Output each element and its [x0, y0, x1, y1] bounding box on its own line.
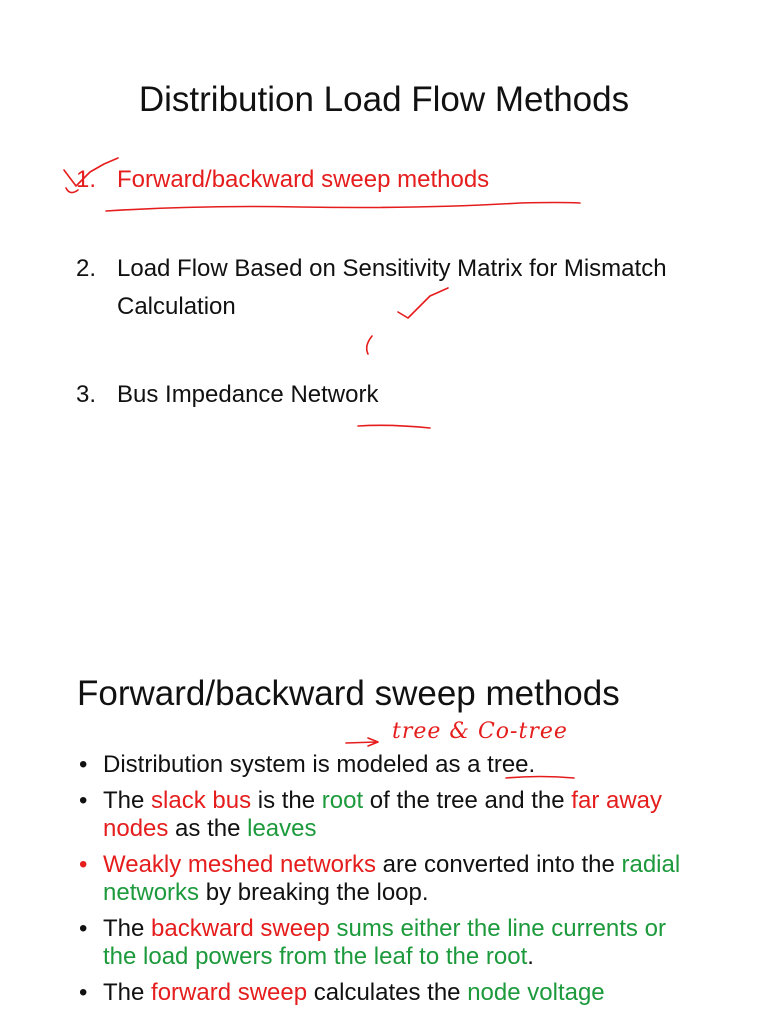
list-item-3: [76, 376, 716, 414]
bullet-text: as the: [168, 815, 248, 842]
highlight-green: node voltage: [467, 979, 605, 1006]
highlight-green: radial networks: [103, 851, 681, 906]
bullet-dot-icon: •: [79, 979, 88, 1006]
bullet-text-underlined: a tree: [467, 751, 529, 778]
scribble-ink-icon: [367, 336, 372, 354]
bullet-text: The: [103, 915, 152, 942]
list-text: Forward/backward sweep methods: [117, 166, 490, 193]
list-text: Load Flow Based on Sensitivity Matrix for Mismatch Calculation: [117, 255, 667, 320]
bullet-text: .: [527, 943, 534, 970]
bullet-text: Distribution system is modeled as: [103, 751, 468, 778]
list-item-2: [76, 250, 716, 326]
underline-ink: [106, 203, 580, 212]
list-text: Bus Impedance Network: [117, 381, 379, 408]
bullet-dot-icon: •: [79, 751, 88, 778]
highlight-green: sums either the line currents or the load powers from the leaf to the root: [103, 915, 666, 970]
list-item-1: [76, 161, 716, 199]
bullet-item-2: [76, 787, 696, 843]
highlight-green: leaves: [247, 815, 317, 842]
highlight-green: root: [321, 787, 364, 814]
bullet-text: of the tree and the: [363, 787, 572, 814]
bullet-item-5: [76, 979, 696, 1007]
bullet-list: [76, 751, 696, 1015]
highlight-red: backward sweep: [151, 915, 330, 942]
bullet-text: is the: [251, 787, 322, 814]
highlight-red: slack bus: [151, 787, 252, 814]
bullet-item-3: [76, 851, 696, 907]
list-number: 1.: [76, 166, 97, 193]
bullet-text: are converted into the: [376, 851, 622, 878]
bullet-text: The: [103, 979, 152, 1006]
highlight-red: Weakly meshed networks: [103, 851, 376, 878]
bullet-dot-icon: •: [79, 851, 88, 878]
list-number: 3.: [76, 381, 97, 408]
bullet-text: calculates the: [307, 979, 468, 1006]
bullet-text: The: [103, 787, 152, 814]
bullet-text: .: [528, 751, 536, 778]
slide2-title: Forward/backward sweep methods: [77, 674, 620, 713]
underline-ink: [358, 425, 430, 428]
bullet-item-4: [76, 915, 696, 971]
bullet-item-1: [76, 751, 696, 779]
handwritten-annotation: tree & Co-tree: [392, 719, 568, 744]
highlight-red: far away nodes: [103, 787, 662, 842]
arrow-ink-icon: [346, 738, 378, 746]
slide1-title: Distribution Load Flow Methods: [138, 80, 630, 119]
bullet-dot-icon: •: [79, 787, 88, 814]
list-number: 2.: [76, 255, 97, 282]
bullet-text: by breaking the loop.: [199, 879, 429, 906]
bullet-dot-icon: •: [79, 915, 88, 942]
highlight-red: forward sweep: [151, 979, 308, 1006]
